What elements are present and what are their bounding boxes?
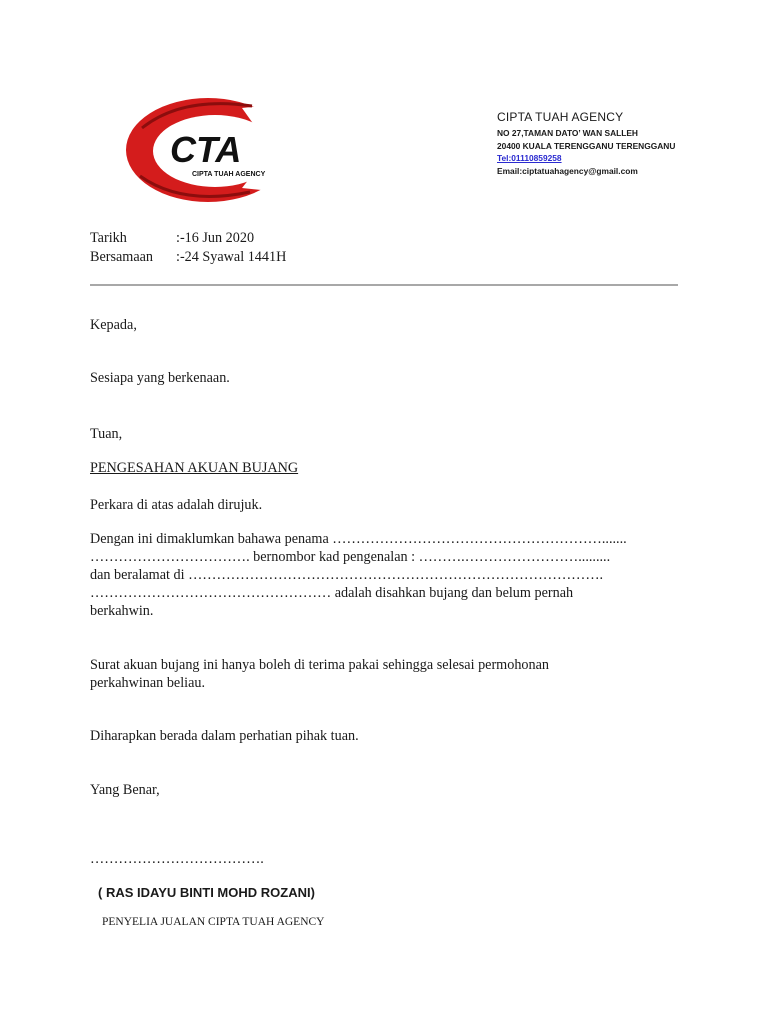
paragraph-line: berkahwin.: [90, 603, 154, 619]
reference-line: Perkara di atas adalah dirujuk.: [90, 497, 263, 513]
bersamaan-label: Bersamaan: [90, 249, 154, 265]
paragraph-line: …………………………………………… adalah disahkan bujang dan belum pernah: [90, 585, 574, 601]
paragraph-line: ……………………………. bernombor kad pengenalan : ……….…………………….........: [90, 549, 611, 565]
salutation: Tuan,: [90, 426, 123, 442]
company-header: [497, 110, 675, 177]
closing-request: Diharapkan berada dalam perhatian pihak tuan.: [90, 728, 359, 744]
paragraph-line: dan beralamat di …………………………………………………………………………….: [90, 567, 604, 583]
company-address-line-1: NO 27,TAMAN DATO’ WAN SALLEH: [497, 128, 638, 138]
signatory-title: PENYELIA JUALAN CIPTA TUAH AGENCY: [102, 916, 325, 928]
company-email: Email:ciptatuahagency@gmail.com: [497, 165, 638, 176]
bersamaan-value: :-24 Syawal 1441H: [176, 249, 287, 265]
signature-line: ……………………………….: [90, 851, 264, 867]
paragraph-line: Dengan ini dimaklumkan bahawa penama ………………………………………………….......: [90, 531, 627, 547]
company-tel-link[interactable]: Tel:01110859258: [497, 153, 562, 163]
company-address-line-2: 20400 KUALA TERENGGANU TERENGGANU: [497, 140, 676, 151]
company-name: CIPTA TUAH AGENCY: [497, 110, 624, 124]
signatory-name: ( RAS IDAYU BINTI MOHD ROZANI): [98, 885, 315, 900]
paragraph-line: Surat akuan bujang ini hanya boleh di terima pakai sehingga selesai permohonan: [90, 657, 549, 673]
logo-text: CTA: [170, 129, 242, 170]
kepada-line: Kepada,: [90, 317, 137, 333]
paragraph-validity: [90, 656, 690, 692]
recipient-line: Sesiapa yang berkenaan.: [90, 370, 230, 386]
date-block: [90, 229, 286, 267]
header-divider: [90, 284, 678, 286]
tarikh-value: :-16 Jun 2020: [176, 230, 255, 246]
tarikh-label: Tarikh: [90, 230, 127, 246]
company-logo: [122, 88, 300, 208]
paragraph-confirmation: [90, 530, 690, 620]
paragraph-line: perkahwinan beliau.: [90, 675, 206, 691]
closing: Yang Benar,: [90, 782, 160, 798]
logo-subtext: CIPTA TUAH AGENCY: [192, 171, 266, 178]
letter-subject: PENGESAHAN AKUAN BUJANG: [90, 460, 299, 476]
